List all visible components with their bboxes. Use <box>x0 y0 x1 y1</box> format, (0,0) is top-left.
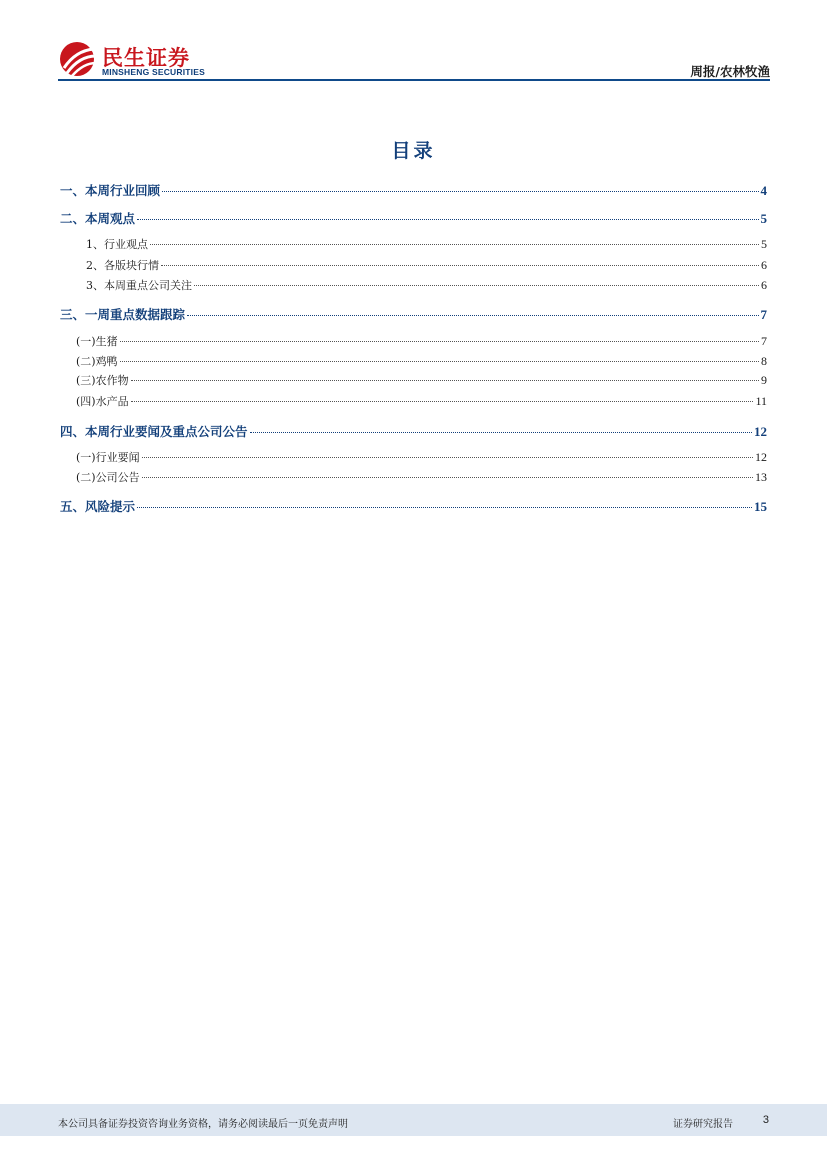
toc-entry-poultry[interactable] <box>76 353 767 369</box>
toc-entry-page: 8 <box>761 354 767 368</box>
minsheng-logo-icon <box>58 40 98 78</box>
toc-entry-page: 9 <box>761 373 767 387</box>
toc-entry-industry-review[interactable] <box>60 181 767 199</box>
toc-entry-label: 3、本周重点公司关注 <box>86 279 192 292</box>
toc-entry-label: 五、风险提示 <box>60 499 136 514</box>
toc-entry-label: (三)农作物 <box>76 374 129 387</box>
toc-leader-dots <box>142 457 753 458</box>
toc-entry-hogs[interactable] <box>76 333 767 349</box>
toc-entry-label: 一、本周行业回顾 <box>60 183 161 198</box>
toc-entry-aquatic[interactable] <box>76 393 767 409</box>
toc-entry-weekly-view[interactable] <box>60 209 767 227</box>
toc-entry-page: 4 <box>760 183 767 198</box>
footer-doc-type: 证券研究报告 <box>673 1119 733 1130</box>
report-category: 周报/农林牧渔 <box>690 64 770 79</box>
toc-leader-dots <box>120 361 759 362</box>
logo-chinese-name: 民生证券 <box>102 46 190 70</box>
toc-leader-dots <box>162 191 758 192</box>
toc-entry-page: 15 <box>754 499 767 514</box>
toc-entry-label: 三、一周重点数据跟踪 <box>60 307 186 322</box>
toc-leader-dots <box>250 432 752 433</box>
toc-leader-dots <box>137 507 752 508</box>
header-divider <box>58 79 770 81</box>
logo-english-name: MINSHENG SECURITIES <box>102 67 205 77</box>
toc-entry-industry-view[interactable] <box>86 236 767 252</box>
toc-entry-label: (一)生猪 <box>76 335 118 348</box>
toc-entry-company-announcements[interactable] <box>76 469 767 485</box>
toc-entry-page: 7 <box>761 334 767 348</box>
toc-entry-news-announcements[interactable] <box>60 422 767 440</box>
toc-entry-label: 四、本周行业要闻及重点公司公告 <box>60 424 248 439</box>
footer-page-number: 3 <box>762 1114 769 1126</box>
toc-entry-label: (四)水产品 <box>76 395 129 408</box>
toc-leader-dots <box>187 315 758 316</box>
company-logo <box>58 40 208 78</box>
toc-entry-crops[interactable] <box>76 372 767 388</box>
toc-entry-label: (二)公司公告 <box>76 471 140 484</box>
toc-entry-label: (二)鸡鸭 <box>76 355 118 368</box>
toc-entry-data-tracking[interactable] <box>60 305 767 323</box>
toc-entry-risk-warning[interactable] <box>60 497 767 515</box>
toc-leader-dots <box>150 244 759 245</box>
footer-disclaimer: 本公司具备证券投资咨询业务资格，请务必阅读最后一页免责声明 <box>58 1119 348 1130</box>
toc-leader-dots <box>131 380 759 381</box>
toc-leader-dots <box>142 477 753 478</box>
toc-title: 目录 <box>391 140 436 162</box>
toc-leader-dots <box>161 265 759 266</box>
toc-entry-label: 二、本周观点 <box>60 211 136 226</box>
toc-leader-dots <box>131 401 754 402</box>
toc-entry-page: 12 <box>755 450 767 464</box>
toc-entry-key-companies[interactable] <box>86 277 767 293</box>
toc-leader-dots <box>137 219 758 220</box>
toc-entry-page: 6 <box>761 258 767 272</box>
toc-entry-page: 6 <box>761 278 767 292</box>
toc-entry-page: 5 <box>761 237 767 251</box>
toc-entry-industry-news[interactable] <box>76 449 767 465</box>
toc-entry-page: 7 <box>760 307 767 322</box>
toc-leader-dots <box>194 285 759 286</box>
toc-entry-page: 12 <box>754 424 767 439</box>
toc-entry-page: 13 <box>755 470 767 484</box>
toc-entry-sector-market[interactable] <box>86 257 767 273</box>
toc-entry-label: 1、行业观点 <box>86 238 148 251</box>
toc-entry-page: 5 <box>760 211 767 226</box>
toc-leader-dots <box>120 341 759 342</box>
toc-entry-page: 11 <box>755 394 767 408</box>
toc-entry-label: (一)行业要闻 <box>76 451 140 464</box>
toc-entry-label: 2、各版块行情 <box>86 259 159 272</box>
